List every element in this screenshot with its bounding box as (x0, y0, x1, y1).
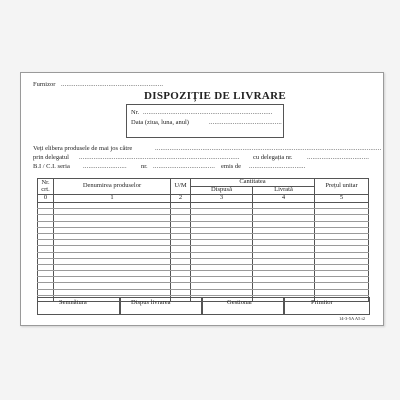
index-cell: 0 (38, 195, 54, 203)
form-title: DISPOZIȚIE DE LIVRARE (144, 90, 287, 102)
date-label: Data (ziua, luna, anul) (131, 119, 189, 126)
col-name-header: Denumirea produselor (54, 179, 171, 195)
primitor-label: Primitor (311, 299, 333, 306)
index-cell: 4 (253, 195, 315, 203)
date-field[interactable]: ........................................ (209, 119, 282, 126)
col-dispus-header: Dispusă (191, 187, 253, 195)
col-um-header: U/M (171, 179, 191, 195)
index-row (38, 195, 369, 203)
delivery-order-form (20, 72, 384, 326)
supplier-label: Furnizor (33, 81, 56, 88)
id-number-label: nr. (141, 163, 148, 170)
form-code: 14-3-5A A5 t2 (339, 316, 366, 321)
index-cell: 1 (54, 195, 171, 203)
id-number-field[interactable]: .................................. (153, 163, 216, 170)
col-price-header: Prețul unitar (315, 179, 369, 195)
recipient-label: Veți elibera produsele de mai jos către (33, 145, 133, 152)
delegate-label: prin delegatul (33, 154, 69, 161)
col-quantity-header: Cantitatea (191, 179, 315, 187)
issued-by-field[interactable]: ............................... (249, 163, 306, 170)
dispus-label: Dispus livrarea (131, 299, 171, 306)
index-cell: 5 (315, 195, 369, 203)
issued-by-label: emis de (221, 163, 242, 170)
index-cell: 3 (191, 195, 253, 203)
recipient-field[interactable]: ............................................................................................................................ (155, 145, 382, 152)
index-cell: 2 (171, 195, 191, 203)
gestionar-label: Gestionar (227, 299, 253, 306)
delegation-field[interactable]: .................................. (307, 154, 370, 161)
col-nr-header: Nr. crt. (38, 179, 54, 195)
nr-field[interactable]: ....................................................................... (143, 109, 273, 116)
delegate-field[interactable]: ........................................................................................ (79, 154, 240, 161)
signature-label: Semnătura (59, 299, 87, 306)
delegation-label: cu delegația nr. (253, 154, 293, 161)
id-series-field[interactable]: ........................ (83, 163, 127, 170)
col-livrat-header: Livrată (253, 187, 315, 195)
nr-label: Nr. (131, 109, 140, 116)
products-table (37, 178, 369, 302)
id-series-label: B.I / C.I. seria (33, 163, 70, 170)
supplier-field[interactable]: ........................................................ (61, 81, 164, 88)
